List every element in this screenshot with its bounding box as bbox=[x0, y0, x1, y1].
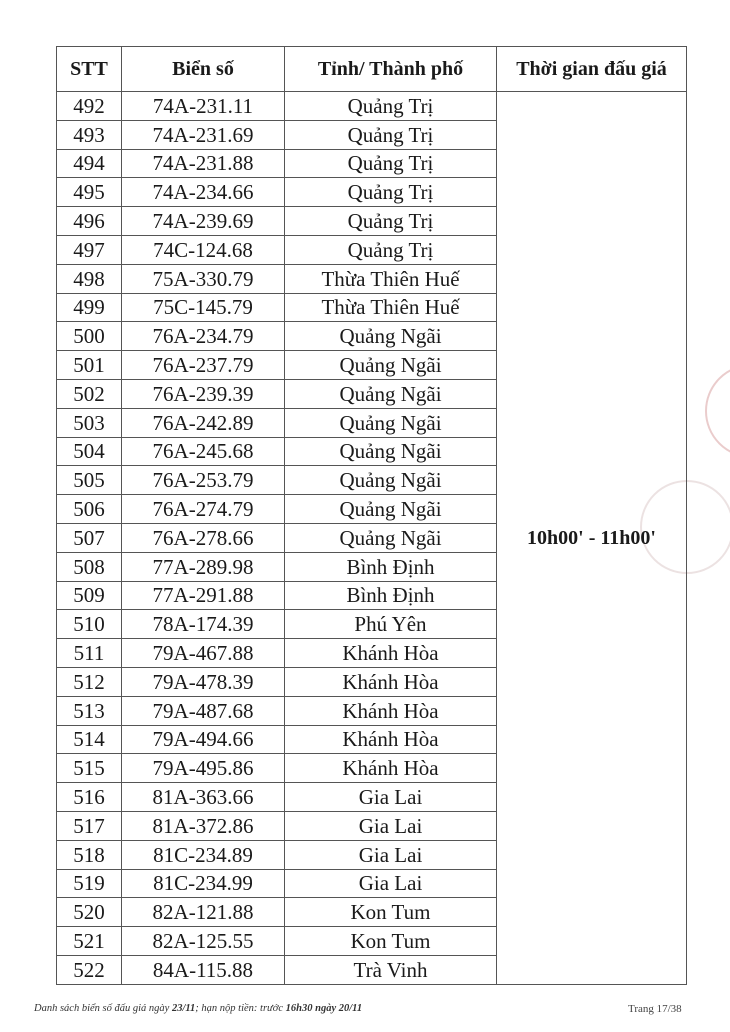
cell-province: Bình Định bbox=[285, 581, 497, 610]
cell-stt: 498 bbox=[57, 264, 122, 293]
cell-province: Trà Vinh bbox=[285, 955, 497, 984]
cell-plate: 76A-239.39 bbox=[122, 379, 285, 408]
cell-stt: 516 bbox=[57, 783, 122, 812]
cell-plate: 81C-234.89 bbox=[122, 840, 285, 869]
cell-province: Gia Lai bbox=[285, 840, 497, 869]
cell-province: Quảng Trị bbox=[285, 92, 497, 121]
cell-plate: 79A-494.66 bbox=[122, 725, 285, 754]
cell-auction-time: 10h00' - 11h00' bbox=[497, 92, 687, 985]
cell-stt: 522 bbox=[57, 955, 122, 984]
cell-plate: 74A-239.69 bbox=[122, 207, 285, 236]
cell-stt: 517 bbox=[57, 811, 122, 840]
cell-plate: 82A-121.88 bbox=[122, 898, 285, 927]
cell-plate: 76A-274.79 bbox=[122, 495, 285, 524]
cell-stt: 513 bbox=[57, 696, 122, 725]
cell-plate: 82A-125.55 bbox=[122, 927, 285, 956]
cell-stt: 504 bbox=[57, 437, 122, 466]
cell-plate: 75C-145.79 bbox=[122, 293, 285, 322]
cell-stt: 494 bbox=[57, 149, 122, 178]
cell-plate: 74A-234.66 bbox=[122, 178, 285, 207]
footer-date: 23/11 bbox=[171, 1003, 196, 1014]
cell-stt: 518 bbox=[57, 840, 122, 869]
cell-plate: 78A-174.39 bbox=[122, 610, 285, 639]
cell-province: Khánh Hòa bbox=[285, 639, 497, 668]
cell-stt: 510 bbox=[57, 610, 122, 639]
cell-province: Quảng Trị bbox=[285, 120, 497, 149]
cell-plate: 76A-234.79 bbox=[122, 322, 285, 351]
cell-stt: 501 bbox=[57, 351, 122, 380]
cell-stt: 521 bbox=[57, 927, 122, 956]
cell-stt: 506 bbox=[57, 495, 122, 524]
cell-province: Phú Yên bbox=[285, 610, 497, 639]
cell-plate: 81A-363.66 bbox=[122, 783, 285, 812]
cell-plate: 77A-291.88 bbox=[122, 581, 285, 610]
footer-deadline: 16h30 ngày 20/11 bbox=[285, 1003, 363, 1014]
cell-stt: 519 bbox=[57, 869, 122, 898]
cell-plate: 74A-231.11 bbox=[122, 92, 285, 121]
cell-stt: 507 bbox=[57, 523, 122, 552]
header-plate: Biển số bbox=[122, 47, 285, 92]
cell-stt: 514 bbox=[57, 725, 122, 754]
red-seal-stamp bbox=[705, 364, 730, 458]
cell-stt: 496 bbox=[57, 207, 122, 236]
cell-plate: 79A-478.39 bbox=[122, 667, 285, 696]
cell-plate: 76A-242.89 bbox=[122, 408, 285, 437]
cell-plate: 84A-115.88 bbox=[122, 955, 285, 984]
cell-plate: 76A-237.79 bbox=[122, 351, 285, 380]
cell-stt: 492 bbox=[57, 92, 122, 121]
cell-stt: 515 bbox=[57, 754, 122, 783]
cell-stt: 497 bbox=[57, 235, 122, 264]
header-stt: STT bbox=[57, 47, 122, 92]
cell-province: Gia Lai bbox=[285, 869, 497, 898]
table-header-row bbox=[57, 47, 687, 92]
cell-plate: 74A-231.69 bbox=[122, 120, 285, 149]
cell-plate: 81A-372.86 bbox=[122, 811, 285, 840]
cell-stt: 520 bbox=[57, 898, 122, 927]
cell-province: Thừa Thiên Huế bbox=[285, 293, 497, 322]
cell-province: Quảng Trị bbox=[285, 235, 497, 264]
cell-province: Quảng Trị bbox=[285, 178, 497, 207]
cell-province: Quảng Ngãi bbox=[285, 466, 497, 495]
cell-stt: 505 bbox=[57, 466, 122, 495]
cell-province: Quảng Ngãi bbox=[285, 379, 497, 408]
cell-province: Khánh Hòa bbox=[285, 725, 497, 754]
footer-prefix: Danh sách biển số đấu giá ngày bbox=[34, 1003, 170, 1014]
cell-province: Quảng Trị bbox=[285, 207, 497, 236]
cell-stt: 500 bbox=[57, 322, 122, 351]
cell-province: Gia Lai bbox=[285, 811, 497, 840]
cell-plate: 77A-289.98 bbox=[122, 552, 285, 581]
cell-plate: 79A-495.86 bbox=[122, 754, 285, 783]
cell-province: Quảng Ngãi bbox=[285, 495, 497, 524]
cell-province: Quảng Ngãi bbox=[285, 408, 497, 437]
header-province: Tỉnh/ Thành phố bbox=[285, 47, 497, 92]
cell-stt: 502 bbox=[57, 379, 122, 408]
cell-stt: 495 bbox=[57, 178, 122, 207]
cell-province: Khánh Hòa bbox=[285, 696, 497, 725]
cell-stt: 512 bbox=[57, 667, 122, 696]
footer-note bbox=[34, 1003, 362, 1014]
cell-plate: 76A-245.68 bbox=[122, 437, 285, 466]
cell-stt: 503 bbox=[57, 408, 122, 437]
table-row bbox=[57, 92, 687, 121]
cell-stt: 508 bbox=[57, 552, 122, 581]
cell-stt: 511 bbox=[57, 639, 122, 668]
table-body bbox=[57, 92, 687, 985]
cell-plate: 76A-278.66 bbox=[122, 523, 285, 552]
cell-province: Quảng Trị bbox=[285, 149, 497, 178]
auction-plate-table bbox=[56, 46, 687, 985]
cell-plate: 81C-234.99 bbox=[122, 869, 285, 898]
footer-middle: ; hạn nộp tiền: trước bbox=[195, 1003, 284, 1014]
cell-plate: 79A-467.88 bbox=[122, 639, 285, 668]
cell-province: Gia Lai bbox=[285, 783, 497, 812]
cell-province: Quảng Ngãi bbox=[285, 523, 497, 552]
cell-province: Khánh Hòa bbox=[285, 667, 497, 696]
cell-plate: 75A-330.79 bbox=[122, 264, 285, 293]
cell-stt: 493 bbox=[57, 120, 122, 149]
cell-province: Kon Tum bbox=[285, 927, 497, 956]
cell-province: Bình Định bbox=[285, 552, 497, 581]
page-number: Trang 17/38 bbox=[628, 1003, 682, 1015]
cell-plate: 79A-487.68 bbox=[122, 696, 285, 725]
cell-plate: 74A-231.88 bbox=[122, 149, 285, 178]
cell-province: Quảng Ngãi bbox=[285, 322, 497, 351]
cell-stt: 509 bbox=[57, 581, 122, 610]
cell-province: Thừa Thiên Huế bbox=[285, 264, 497, 293]
cell-stt: 499 bbox=[57, 293, 122, 322]
header-time: Thời gian đấu giá bbox=[497, 47, 687, 92]
cell-province: Quảng Ngãi bbox=[285, 437, 497, 466]
cell-plate: 76A-253.79 bbox=[122, 466, 285, 495]
cell-province: Kon Tum bbox=[285, 898, 497, 927]
cell-plate: 74C-124.68 bbox=[122, 235, 285, 264]
cell-province: Khánh Hòa bbox=[285, 754, 497, 783]
cell-province: Quảng Ngãi bbox=[285, 351, 497, 380]
